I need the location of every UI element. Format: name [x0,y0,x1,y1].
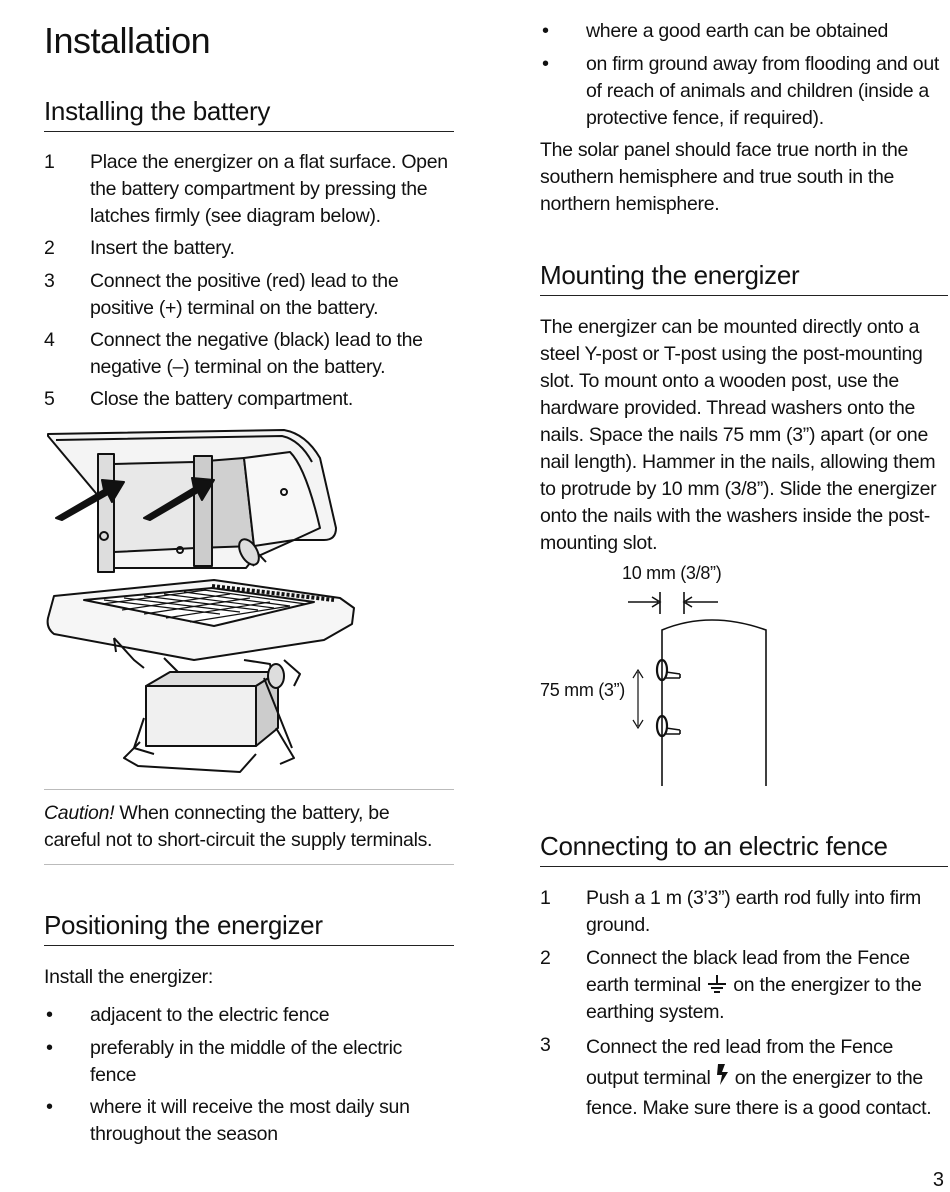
step-line: on the energizer to the [729,1067,923,1089]
step-line: on the energizer to the [728,974,922,996]
step-line: Place the energizer on a flat surface. Open [90,151,448,173]
section-heading-mounting: Mounting the energizer [540,260,948,296]
step-line: Connect the red lead from the Fence [586,1036,894,1058]
step-text [90,235,235,262]
solar-line-2: southern hemisphere and true south in the [540,166,895,188]
mounting-line: onto the nails with the washers inside the post- [540,505,930,527]
battery-compartment-illustration [44,428,364,780]
earth-symbol-icon [706,973,728,995]
caution-bottom-rule [44,864,454,865]
mounting-line: nails. Space the nails 75 mm (3”) apart (or one [540,424,929,446]
bullet-text [90,1035,402,1089]
bullet-line: throughout the season [90,1123,278,1145]
bullet-dot: • [542,20,549,42]
step-text [586,1032,931,1123]
step-text [90,327,423,381]
step-line: Connect the negative (black) lead to the [90,329,423,351]
bullet-line: of reach of animals and children (inside a [586,80,929,102]
step-number: 3 [540,1034,551,1056]
caution-text-line-1: When connecting the battery, be [114,802,390,824]
page-number: 3 [932,1169,944,1191]
step-line: output terminal [586,1067,716,1089]
mounting-line: nail length). Hammer in the nails, allowing them [540,451,936,473]
step-text [90,149,448,230]
step-text [90,268,398,322]
post-mounting-diagram [620,590,780,790]
bullet-text [90,1002,329,1029]
bullet-dot: • [46,1004,53,1026]
bullet-line: preferably in the middle of the electric [90,1037,403,1059]
step-number: 1 [540,887,551,909]
bullet-dot: • [46,1096,53,1118]
bullet-text [586,18,888,45]
bullet-text [90,1094,410,1148]
step-text [586,945,922,1026]
mounting-line: hardware provided. Thread washers onto the [540,397,916,419]
bullet-dot: • [542,53,549,75]
step-number: 2 [44,237,55,259]
protrude-dimension-label: 10 mm (3/8”) [622,563,722,583]
caution-text-line-2: careful not to short-circuit the supply terminals. [44,829,433,851]
solar-line-3: northern hemisphere. [540,193,720,215]
caution-note [44,800,464,854]
step-line: the battery compartment by pressing the [90,178,428,200]
mounting-paragraph [540,314,950,557]
step-number: 5 [44,388,55,410]
solar-panel-paragraph [540,137,950,218]
bullet-line: fence [90,1064,137,1086]
bullet-line: protective fence, if required). [586,107,824,129]
section-heading-connecting: Connecting to an electric fence [540,831,948,867]
step-text [90,386,353,413]
step-line: latches firmly (see diagram below). [90,205,381,227]
step-number: 2 [540,947,551,969]
step-line: negative (–) terminal on the battery. [90,356,386,378]
mounting-line: mounting slot. [540,532,658,554]
step-number: 1 [44,151,55,173]
bullet-line: adjacent to the electric fence [90,1004,330,1026]
mounting-line: to protrude by 10 mm (3/8”). Slide the energizer [540,478,937,500]
section-heading-positioning: Positioning the energizer [44,910,454,946]
bullet-line: on firm ground away from flooding and out [586,53,939,75]
caution-label: Caution! [44,802,115,824]
step-line: earth terminal [586,974,707,996]
solar-line-1: The solar panel should face true north in the [540,139,909,161]
step-line: ground. [586,914,651,936]
step-number: 4 [44,329,55,351]
step-line: fence. Make sure there is a good contact. [586,1097,932,1119]
step-text [586,885,921,939]
lightning-symbol-icon [716,1062,730,1086]
section-heading-installing-battery: Installing the battery [44,96,454,132]
bullet-line: where a good earth can be obtained [586,20,889,42]
bullet-text [586,51,939,132]
positioning-intro: Install the energizer: [44,966,213,988]
bullet-dot: • [46,1037,53,1059]
step-line: positive (+) terminal on the battery. [90,297,379,319]
page-title: Installation [44,20,211,61]
step-line: earthing system. [586,1001,725,1023]
caution-top-rule [44,789,454,790]
step-number: 3 [44,270,55,292]
mounting-line: steel Y-post or T-post using the post-mounting [540,343,923,365]
step-line: Push a 1 m (3’3”) earth rod fully into firm [586,887,921,909]
mounting-line: slot. To mount onto a wooden post, use the [540,370,899,392]
step-line: Connect the black lead from the Fence [586,947,910,969]
bullet-line: where it will receive the most daily sun [90,1096,410,1118]
step-line: Connect the positive (red) lead to the [90,270,399,292]
mounting-line: The energizer can be mounted directly onto a [540,316,920,338]
step-line: Close the battery compartment. [90,388,354,410]
spacing-dimension-label: 75 mm (3”) [540,680,626,700]
step-line: Insert the battery. [90,237,235,259]
